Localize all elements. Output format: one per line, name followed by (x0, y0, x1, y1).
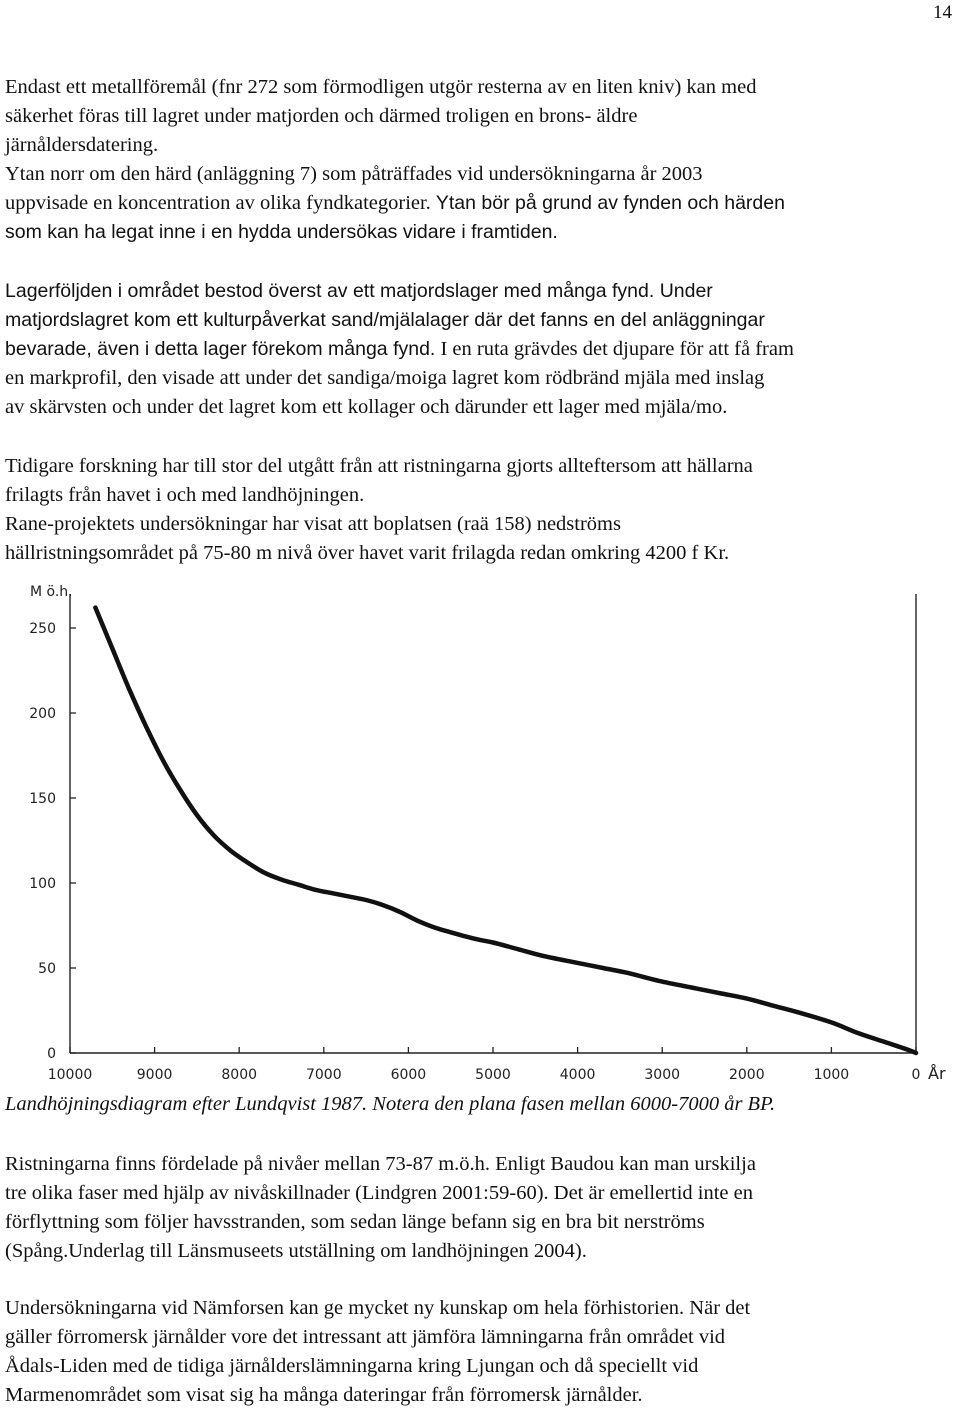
text-segment: bevarade, även i detta lager förekom många fynd. (5, 338, 436, 360)
text-line: förflyttning som följer havsstranden, som sedan länge befann sig en bra bit nerströms (5, 1211, 705, 1233)
text-line: järnåldersdatering. (5, 134, 159, 156)
x-tick-label: 10000 (47, 1067, 93, 1083)
figure-caption: Landhöjningsdiagram efter Lundqvist 1987. Notera den plana fasen mellan 6000-7000 år BP. (5, 1093, 776, 1115)
text-segment: Ytan bör på grund av fynden och härden (430, 192, 785, 214)
text-line: av skärvsten och under det lagret kom ett kollager och därunder ett lager med mjäla/mo. (5, 396, 728, 418)
x-tick-label: 4000 (559, 1067, 596, 1083)
x-axis-label: År (928, 1064, 946, 1083)
y-tick-label: 250 (29, 621, 56, 637)
land-uplift-chart (0, 580, 960, 1085)
chart-ticks (29, 584, 946, 1083)
text-line: matjordslagret kom ett kulturpåverkat sand/mjälalager där det fanns en del anläggningar (5, 309, 765, 331)
text-line: tre olika faser med hjälp av nivåskillnader (Lindgren 2001:59-60). Det är emellertid inte en (5, 1182, 753, 1204)
text-line: Lagerföljden i området bestod överst av ett matjordslager med många fynd. Under (5, 280, 713, 302)
paragraph-stratigraphy (5, 277, 955, 422)
text-segment: uppvisade en koncentration av olika fyndkategorier. (5, 192, 431, 214)
text-segment: I en ruta grävdes det djupare för att få fram (435, 338, 794, 360)
text-line: frilagts från havet i och med landhöjningen. (5, 484, 365, 506)
text-line (5, 335, 955, 364)
text-line: Tidigare forskning har till stor del utgått från att ristningarna gjorts allteftersom att hällarna (5, 455, 753, 477)
text-line: Marmenområdet som visat sig ha många dateringar från förromersk järnålder. (5, 1384, 643, 1406)
page-number: 14 (933, 2, 952, 23)
text-line: Ytan norr om den härd (anläggning 7) som påträffades vid undersökningarna år 2003 (5, 163, 703, 185)
paragraph-research (5, 452, 955, 568)
text-line: säkerhet föras till lagret under matjorden och därmed troligen en brons- äldre (5, 105, 638, 127)
text-line: Ådals-Liden med de tidiga järnålderslämningarna kring Ljungan och då speciellt vid (5, 1355, 699, 1377)
text-line: en markprofil, den visade att under det sandiga/moiga lagret kom rödbränd mjäla med inslag (5, 367, 765, 389)
text-line (5, 189, 955, 218)
x-tick-label: 8000 (221, 1067, 258, 1083)
text-line: (Spång.Underlag till Länsmuseets utställning om landhöjningen 2004). (5, 1240, 587, 1262)
text-line: Undersökningarna vid Nämforsen kan ge mycket ny kunskap om hela förhistorien. När det (5, 1297, 751, 1319)
text-line: hällristningsområdet på 75-80 m nivå över havet varit frilagda redan omkring 4200 f Kr. (5, 542, 730, 564)
text-line: Rane-projektets undersökningar har visat att boplatsen (raä 158) nedströms (5, 513, 621, 535)
x-tick-label: 5000 (475, 1067, 511, 1083)
chart-axes (70, 594, 918, 1053)
x-tick-label: 7000 (305, 1067, 342, 1083)
paragraph-carvings (5, 1150, 955, 1266)
x-tick-label: 3000 (644, 1067, 681, 1083)
y-axis-label: M ö.h. (30, 584, 73, 600)
y-tick-label: 100 (29, 876, 56, 892)
text-line: Ristningarna finns fördelade på nivåer mellan 73-87 m.ö.h. Enligt Baudou kan man urskilja (5, 1153, 756, 1175)
y-tick-label: 50 (38, 961, 56, 977)
y-tick-label: 0 (47, 1046, 56, 1062)
y-tick-label: 200 (29, 706, 56, 722)
paragraph-namforsen (5, 1294, 955, 1410)
x-tick-label: 1000 (813, 1067, 850, 1083)
x-tick-label: 6000 (390, 1067, 427, 1083)
text-line: gäller förromersk järnålder vore det intressant att jämföra lämningarna från området vid (5, 1326, 726, 1348)
y-tick-label: 150 (29, 791, 56, 807)
x-tick-label: 9000 (136, 1067, 173, 1083)
text-line: Endast ett metallföremål (fnr 272 som förmodligen utgör resterna av en liten kniv) kan med (5, 76, 757, 98)
paragraph-finds (5, 73, 955, 247)
x-tick-label: 0 (911, 1067, 921, 1083)
text-line: som kan ha legat inne i en hydda undersökas vidare i framtiden. (5, 221, 558, 243)
x-tick-label: 2000 (728, 1067, 765, 1083)
uplift-curve (95, 608, 916, 1053)
